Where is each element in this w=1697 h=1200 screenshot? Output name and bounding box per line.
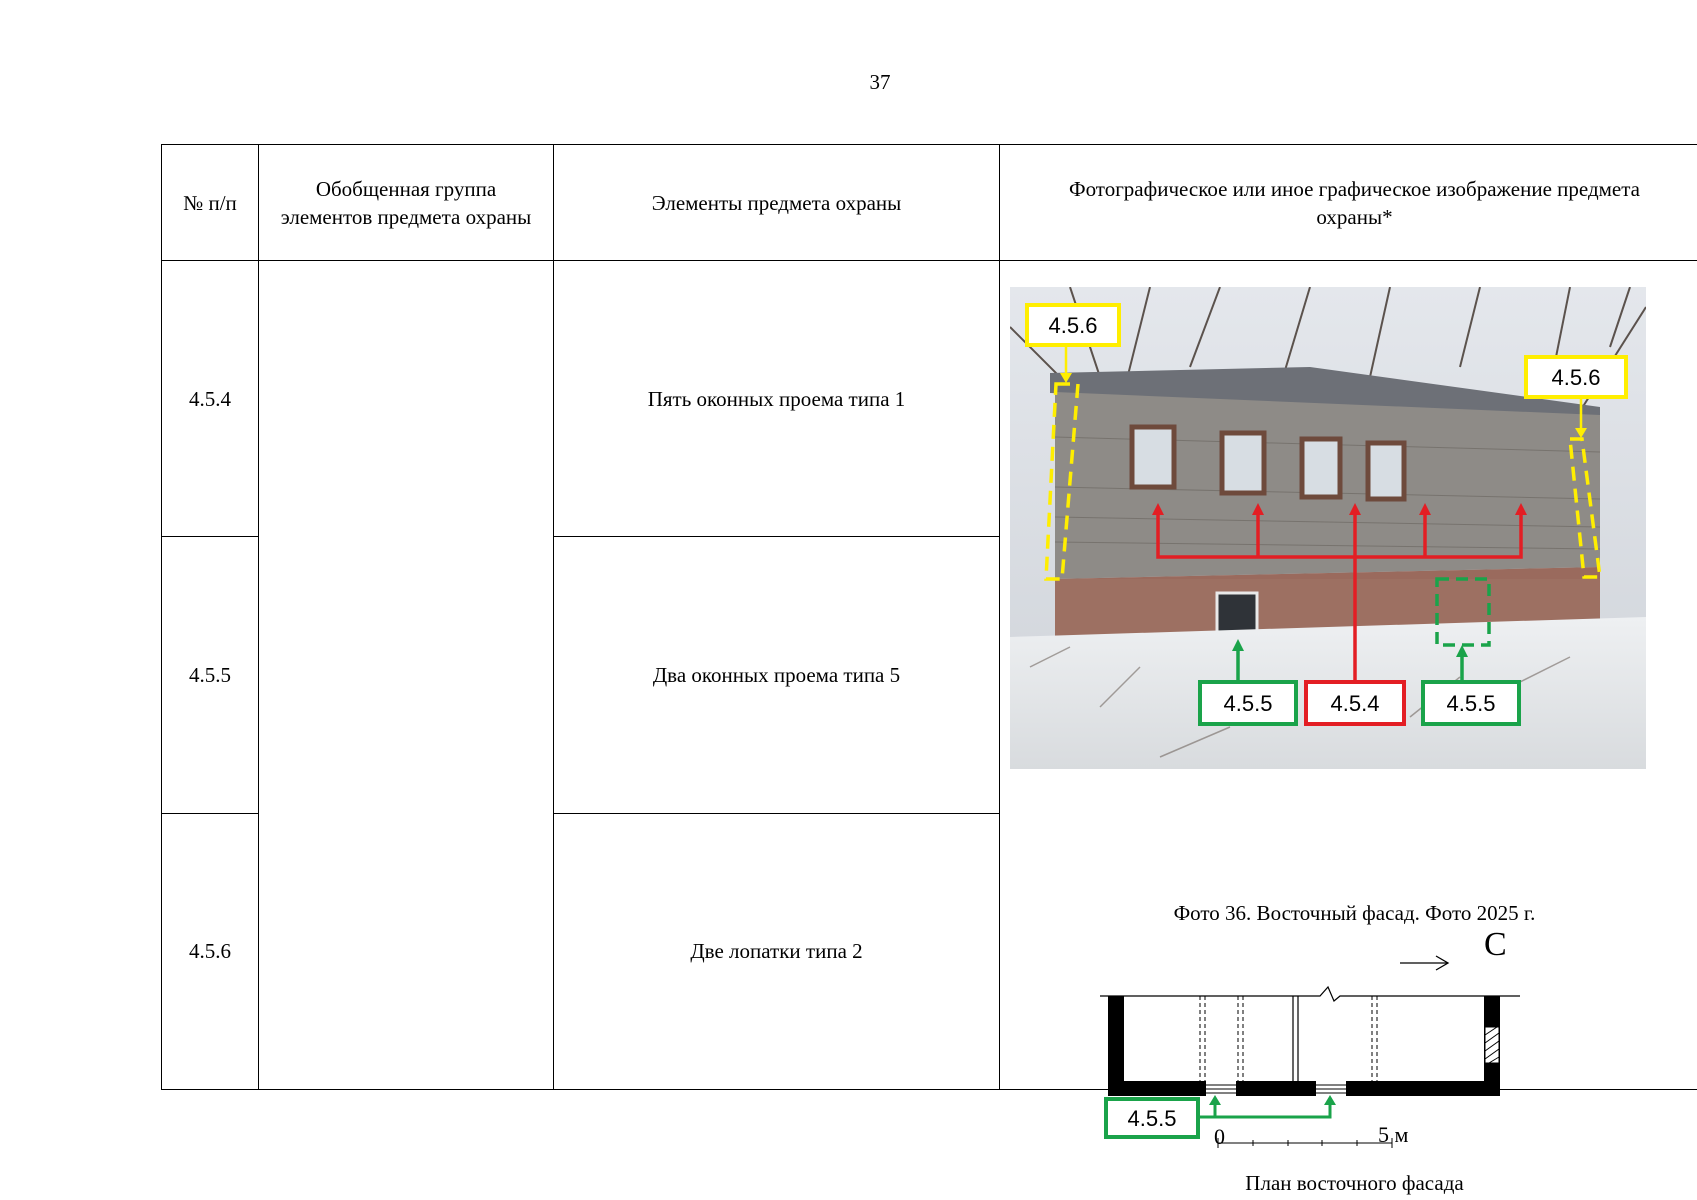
header-elements: Элементы предмета охраны [554,145,1000,261]
label-box-bottom-left [1200,682,1296,724]
header-image: Фотографическое или иное графическое изображение предмета охраны* [1000,145,1697,261]
protection-table [161,144,1697,1196]
row-element: Две лопатки типа 2 [554,813,1000,1089]
header-group: Обобщенная группа элементов предмета охраны [259,145,554,261]
table-header-row [162,145,1697,261]
photo-caption: Фото 36. Восточный фасад. Фото 2025 г. [1173,901,1536,926]
row-number: 4.5.6 [162,813,259,1089]
north-label: С [1484,926,1507,964]
label-4-5-4: 4.5.4 [1330,691,1380,717]
facade-photo [1010,287,1646,769]
label-box-top-left [1027,305,1119,345]
row-element: Два оконных проема типа 5 [554,537,1000,813]
label-box-bottom-right [1423,682,1519,724]
label-4-5-5-left: 4.5.5 [1223,691,1273,717]
plan-title: План восточного фасада [1245,1171,1464,1196]
row-number: 4.5.5 [162,537,259,813]
label-box-bottom-center [1306,682,1404,724]
image-cell [1000,261,1697,1196]
label-4-5-6-left: 4.5.6 [1048,313,1098,339]
page-number: 37 [869,70,891,94]
label-4-5-5-right: 4.5.5 [1446,691,1496,717]
header-number: № п/п [162,145,259,261]
label-4-5-6-right: 4.5.6 [1551,365,1601,391]
label-box-top-right [1526,357,1626,397]
plan-label-4-5-5: 4.5.5 [1127,1106,1177,1132]
scale-end: 5 м [1378,1122,1409,1148]
table-row [162,261,1697,537]
row-number: 4.5.4 [162,261,259,537]
facade-plan [1000,939,1649,1179]
group-cell [259,261,554,1090]
row-element: Пять оконных проема типа 1 [554,261,1000,537]
scale-start: 0 [1214,1124,1225,1150]
